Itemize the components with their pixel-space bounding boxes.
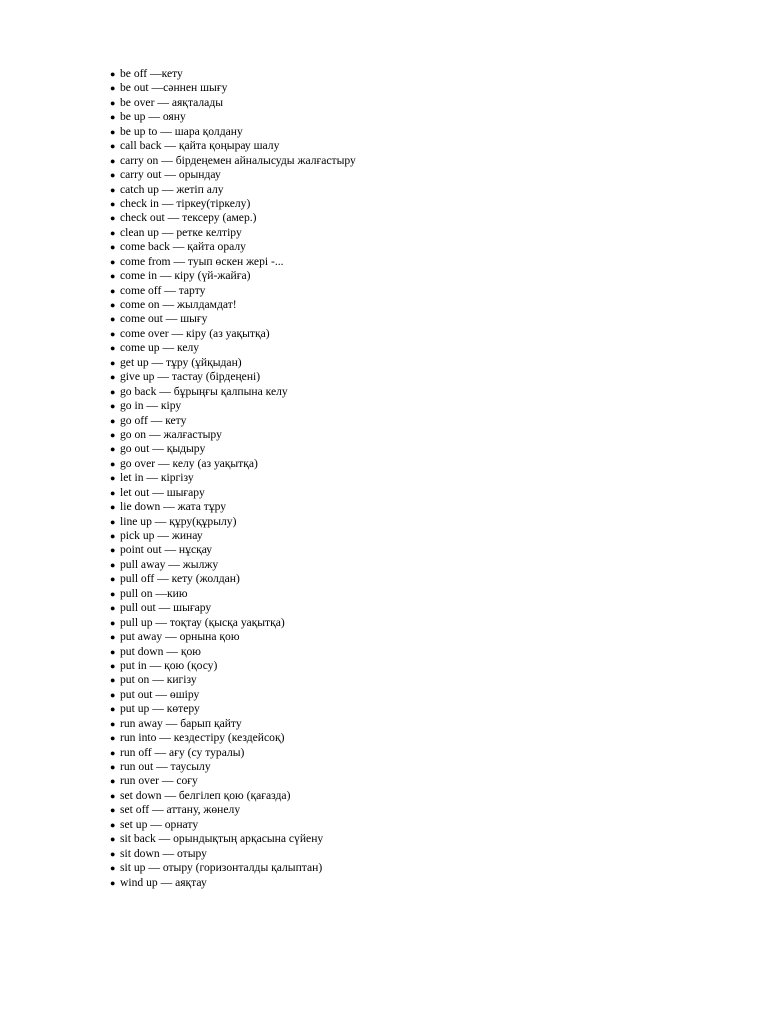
list-item-text: go back — бұрыңғы қалпына келу	[120, 384, 288, 398]
list-item	[110, 312, 356, 326]
list-item	[110, 587, 356, 601]
list-item-text: be up to — шара қолдану	[120, 124, 243, 138]
bullet-icon: ●	[110, 588, 116, 599]
list-item-text: go on — жалғастыру	[120, 427, 222, 441]
bullet-icon: ●	[110, 660, 116, 671]
list-item	[110, 197, 356, 211]
list-item-text: clean up — ретке келтіру	[120, 225, 242, 239]
bullet-icon: ●	[110, 184, 116, 195]
list-item	[110, 861, 356, 875]
bullet-icon: ●	[110, 790, 116, 801]
list-item	[110, 399, 356, 413]
list-item	[110, 486, 356, 500]
list-item	[110, 601, 356, 615]
list-item	[110, 529, 356, 543]
list-item	[110, 876, 356, 890]
bullet-icon: ●	[110, 314, 116, 325]
list-item-text: let out — шығару	[120, 485, 205, 499]
list-item	[110, 515, 356, 529]
list-item-text: put on — кигізу	[120, 673, 197, 687]
list-item-text: come out — шығу	[120, 312, 208, 326]
bullet-icon: ●	[110, 357, 116, 368]
list-item	[110, 67, 356, 81]
list-item	[110, 471, 356, 485]
list-item	[110, 760, 356, 774]
bullet-icon: ●	[110, 213, 116, 224]
list-item-text: come in — кіру (үй-жайға)	[120, 269, 251, 283]
list-item-text: set down — белгілеп қою (қағазда)	[120, 788, 291, 802]
bullet-icon: ●	[110, 271, 116, 282]
bullet-icon: ●	[110, 97, 116, 108]
list-item-text: go over — келу (аз уақытқа)	[120, 456, 258, 470]
bullet-icon: ●	[110, 603, 116, 614]
bullet-icon: ●	[110, 126, 116, 137]
list-item-text: go in — кіру	[120, 399, 182, 413]
bullet-icon: ●	[110, 877, 116, 888]
list-item-text: catch up — жетіп алу	[120, 182, 224, 196]
list-item-text: carry on — бірдеңемен айналысуды жалғастыру	[120, 153, 356, 167]
bullet-icon: ●	[110, 762, 116, 772]
bullet-icon: ●	[110, 401, 116, 412]
list-item	[110, 717, 356, 731]
bullet-icon: ●	[110, 689, 116, 700]
list-item-text: call back — қайта қоңырау шалу	[120, 139, 280, 153]
list-item	[110, 500, 356, 514]
list-item	[110, 110, 356, 124]
list-item	[110, 385, 356, 399]
list-item	[110, 442, 356, 456]
list-item-text: come off — тарту	[120, 283, 206, 297]
list-item	[110, 226, 356, 240]
list-item-text: come on — жылдамдат!	[120, 298, 237, 311]
bullet-icon: ●	[110, 805, 116, 816]
list-item-text: let in — кіргізу	[120, 471, 194, 485]
list-item-text: go off — кету	[120, 413, 187, 427]
list-item	[110, 168, 356, 182]
list-item	[110, 572, 356, 586]
list-item-text: put out — өшіру	[120, 687, 200, 701]
bullet-icon: ●	[110, 632, 116, 643]
list-item-text: line up — құру(құрылу)	[120, 514, 237, 528]
list-item-text: give up — тастау (бірдеңені)	[120, 370, 261, 384]
bullet-icon: ●	[110, 718, 116, 729]
list-item-text: sit down — отыру	[120, 846, 207, 860]
list-item	[110, 688, 356, 702]
phrasal-verb-list	[110, 67, 356, 890]
list-item-text: sit up — отыру (горизонталды қалыптан)	[120, 861, 323, 875]
list-item-text: put in — қою (қосу)	[120, 658, 218, 672]
bullet-icon: ●	[110, 83, 116, 94]
list-item	[110, 414, 356, 428]
bullet-icon: ●	[110, 559, 116, 570]
bullet-icon: ●	[110, 617, 116, 628]
list-item-text: go out — қыдыру	[120, 442, 206, 456]
list-item-text: come back — қайта оралу	[120, 240, 246, 254]
list-item-text: pull on —кию	[120, 586, 188, 600]
bullet-icon: ●	[110, 502, 116, 513]
list-item	[110, 818, 356, 832]
list-item	[110, 96, 356, 110]
list-item-text: come up — келу	[120, 341, 200, 355]
list-item	[110, 154, 356, 168]
bullet-icon: ●	[110, 256, 116, 267]
list-item-text: check in — тіркеу(тіркелу)	[120, 196, 251, 210]
list-item	[110, 269, 356, 283]
list-item-text: run over — соғу	[120, 774, 198, 788]
list-item	[110, 832, 356, 846]
bullet-icon: ●	[110, 372, 116, 383]
list-item-text: pull up — тоқтау (қысқа уақытқа)	[120, 615, 285, 629]
list-item	[110, 746, 356, 760]
list-item	[110, 616, 356, 630]
list-item	[110, 659, 356, 673]
list-item-text: check out — тексеру (амер.)	[120, 211, 257, 225]
bullet-icon: ●	[110, 487, 116, 498]
list-item	[110, 630, 356, 644]
list-item	[110, 240, 356, 254]
list-item	[110, 803, 356, 817]
bullet-icon: ●	[110, 170, 116, 181]
bullet-icon: ●	[110, 675, 116, 686]
bullet-icon: ●	[110, 343, 116, 354]
list-item-text: point out — нұсқау	[120, 543, 213, 557]
list-item-text: be up — ояну	[120, 110, 186, 124]
bullet-icon: ●	[110, 733, 116, 744]
list-item-text: run out — таусылу	[120, 760, 211, 773]
bullet-icon: ●	[110, 69, 116, 79]
list-item	[110, 125, 356, 139]
bullet-icon: ●	[110, 155, 116, 166]
list-item-text: put down — қою	[120, 644, 201, 658]
bullet-icon: ●	[110, 198, 116, 209]
list-item-text: come over — кіру (аз уақытқа)	[120, 326, 270, 340]
bullet-icon: ●	[110, 819, 116, 830]
list-item	[110, 645, 356, 659]
list-item	[110, 341, 356, 355]
list-item-text: run off — ағу (су туралы)	[120, 745, 245, 759]
list-item	[110, 255, 356, 269]
list-item	[110, 356, 356, 370]
bullet-icon: ●	[110, 646, 116, 657]
bullet-icon: ●	[110, 242, 116, 253]
bullet-icon: ●	[110, 473, 116, 484]
list-item-text: get up — тұру (ұйқыдан)	[120, 355, 242, 369]
list-item-text: pick up — жинау	[120, 529, 203, 542]
bullet-icon: ●	[110, 300, 116, 310]
bullet-icon: ●	[110, 574, 116, 585]
list-item-text: carry out — орындау	[120, 168, 221, 182]
list-item	[110, 428, 356, 442]
list-item	[110, 183, 356, 197]
bullet-icon: ●	[110, 429, 116, 440]
bullet-icon: ●	[110, 285, 116, 296]
list-item-text: sit back — орындықтың арқасына сүйену	[120, 832, 324, 846]
list-item	[110, 774, 356, 788]
bullet-icon: ●	[110, 112, 116, 123]
list-item	[110, 847, 356, 861]
bullet-icon: ●	[110, 531, 116, 541]
list-item-text: pull out — шығару	[120, 601, 212, 615]
bullet-icon: ●	[110, 227, 116, 238]
list-item-text: be over — аяқталады	[120, 95, 224, 109]
bullet-icon: ●	[110, 415, 116, 426]
list-item-text: lie down — жата тұру	[120, 500, 227, 514]
list-item	[110, 543, 356, 557]
bullet-icon: ●	[110, 848, 116, 859]
bullet-icon: ●	[110, 386, 116, 397]
list-item	[110, 327, 356, 341]
list-item	[110, 558, 356, 572]
list-item	[110, 457, 356, 471]
bullet-icon: ●	[110, 516, 116, 527]
list-item-text: set up — орнату	[120, 817, 199, 831]
list-item	[110, 370, 356, 384]
bullet-icon: ●	[110, 863, 116, 874]
bullet-icon: ●	[110, 444, 116, 455]
bullet-icon: ●	[110, 545, 116, 556]
list-item	[110, 284, 356, 298]
list-item	[110, 211, 356, 225]
list-item	[110, 673, 356, 687]
list-item	[110, 81, 356, 95]
list-item-text: run away — барып қайту	[120, 716, 242, 730]
bullet-icon: ●	[110, 141, 116, 152]
list-item-text: run into — кездестіру (кездейсоқ)	[120, 731, 285, 745]
bullet-icon: ●	[110, 834, 116, 845]
list-item-text: come from — туып өскен жері -...	[120, 254, 284, 268]
list-item-text: be out —сәннен шығу	[120, 81, 228, 95]
bullet-icon: ●	[110, 747, 116, 758]
bullet-icon: ●	[110, 328, 116, 339]
list-item-text: put up — көтеру	[120, 702, 200, 716]
list-item	[110, 298, 356, 312]
list-item	[110, 139, 356, 153]
list-item-text: pull off — кету (жолдан)	[120, 572, 240, 586]
bullet-icon: ●	[110, 776, 116, 787]
list-item-text: put away — орнына қою	[120, 630, 240, 644]
bullet-icon: ●	[110, 704, 116, 715]
list-item	[110, 789, 356, 803]
list-item-text: pull away — жылжу	[120, 557, 219, 571]
list-item-text: be off —кету	[120, 67, 183, 80]
list-item-text: set off — аттану, жөнелу	[120, 803, 241, 817]
list-item-text: wind up — аяқтау	[120, 875, 207, 889]
list-item	[110, 702, 356, 716]
bullet-icon: ●	[110, 458, 116, 469]
list-item	[110, 731, 356, 745]
